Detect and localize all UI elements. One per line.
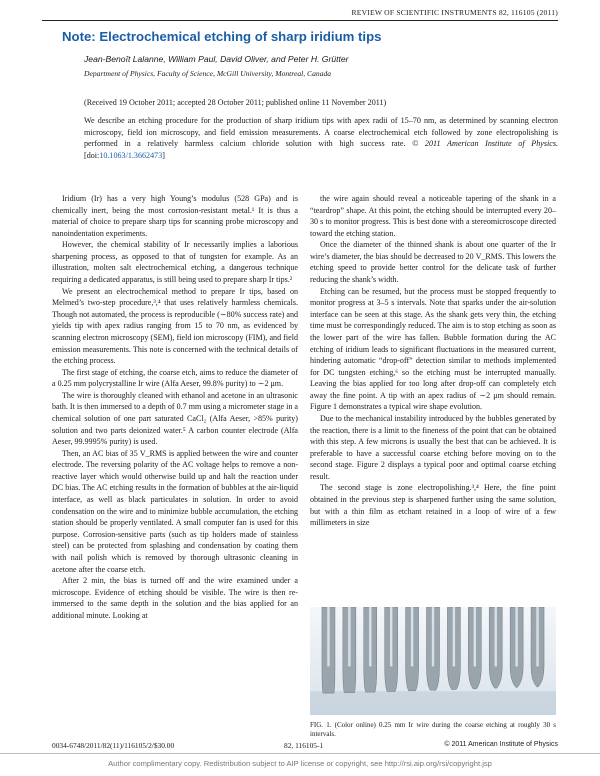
solution-surface [310,691,556,715]
doi-suffix: ] [162,150,165,160]
paragraph: The wire is thoroughly cleaned with ethanol and acetone in an ultrasonic bath. It is then immersed to a depth of 0.7 mm using a micrometer stage in a chemical solution of one part saturated CaCl₂ (Alfa Aeser, >85% purity) solution and two parts deionized water.⁵ A carbon counter electrode (Alfa Aeser, 99.9995% purity) is used. [52,390,298,447]
paragraph: Once the diameter of the thinned shank is about one quarter of the Ir wire’s diameter, the bias should be decreased to 20 V_RMS. This lowers the etching speed to provide better control for the delicate task of further reducing the shank’s width. [310,240,556,285]
wire-highlight [515,607,517,666]
wire-highlight [495,607,497,666]
abstract-copyright: © 2011 American Institute of Physics. [412,139,559,149]
footer-page-number: 82, 116105-1 [284,741,324,750]
wire-highlight [411,607,413,666]
footer-copyright: © 2011 American Institute of Physics [444,741,558,748]
header-rule [42,20,558,21]
wire-highlight [327,607,329,666]
abstract [84,115,558,161]
footer-issn: 0034-6748/2011/82(11)/116105/2/$30.00 [52,741,175,750]
paragraph: We present an electrochemical method to prepare Ir tips, based on Melmed’s two-step procedure,³,⁴ that uses relatively harmless chemicals. Though not automated, the process is reproducible (∼80% success rate) and yields tip with apex radius ranging from 15 to 70 nm, as evidenced by scanning electron microscopy (SEM), field ion microscopy (FIM), and field emission measurements. This note is concerned with the technical details of the etching process. [52,286,298,366]
wire-highlight [369,607,371,666]
wire-highlight [474,607,476,666]
paragraph: Then, an AC bias of 35 V_RMS is applied between the wire and counter electrode. The reversing polarity of the AC voltage helps to remove a non-reactive layer which would otherwise build up and halt the reaction under DC bias. The AC etching results in the formation of bubbles at the air-liquid interface, as well as black particulates in solution. In order to avoid condensation on the wire and to minimize bubble accumulation, the etching station should be properly ventilated. A small computer fan is used for this purpose. Corrosion-sensitive parts (such as tip holders made of stainless steel) can be protected from splashing and condensation by coating them with nail polish which is removed by thorough ultrasonic cleaning in acetone after the coarse etch. [52,448,298,574]
journal-header: REVIEW OF SCIENTIFIC INSTRUMENTS 82, 116105 (2011) [351,8,558,17]
wire-highlight [348,607,350,666]
right-column-text [310,193,556,601]
authors: Jean-Benoît Lalanne, William Paul, David Oliver, and Peter H. Grütter [84,54,349,64]
download-notice: Author complimentary copy. Redistribution subject to AIP license or copyright, see http://rsi.aip.org/rsi/copyright.jsp [108,759,492,768]
paragraph: After 2 min, the bias is turned off and the wire examined under a microscope. Evidence of etching should be visible. The wire is then re-immersed to the same depth in the solution and the bias applied for an additional minute. Looking at [52,576,298,620]
doi-prefix: [doi: [84,150,100,160]
wire-sequence-photo [310,607,556,715]
figure-1-caption: FIG. 1. (Color online) 0.25 mm Ir wire during the coarse etching at roughly 30 s intervals. [310,721,556,739]
article-title: Note: Electrochemical etching of sharp iridium tips [62,29,382,44]
wire-highlight [432,607,434,666]
right-column [310,193,556,740]
paragraph: Iridium (Ir) has a very high Young’s modulus (528 GPa) and is chemically inert, being the most corrosion-resistant metal.¹ It is thus a material of choice to prepare sharp tips for scanning probe microscopy and nanoindentation experiments. [52,194,298,238]
affiliation: Department of Physics, Faculty of Science, McGill University, Montreal, Canada [84,69,332,78]
paragraph: Due to the mechanical instability introduced by the bubbles generated by the reaction, there is a limit to the fineness of the point that can be obtained with this step. A few microns is usually the best that can be achieved. It is preferable to have a successful coarse etching before moving on to the second stage. Figure 2 displays a typical poor and optimal coarse etching result. [310,413,556,481]
paragraph: The first stage of etching, the coarse etch, aims to reduce the diameter of a 0.25 mm polycrystalline Ir wire (Alfa Aeser, 99.8% purity) to ∼2 μm. [52,367,298,389]
paragraph: the wire again should reveal a noticeable tapering of the shank in a “teardrop” shape. At this point, the etching should be interrupted every 20–30 s to monitor progress. This is best done with a stereomicroscope directed toward the etching station. [310,194,556,238]
wire-highlight [453,607,455,666]
paragraph: However, the chemical stability of Ir necessarily implies a laborious sharpening process, as opposed to that of tungsten for example. As an illustration, molten salt electrochemical etching, a dangerous technique requiring a dedicated apparatus, is still being used to prepare sharp Ir tips.² [52,240,298,285]
paragraph: The second stage is zone electropolishing.³,⁴ Here, the fine point obtained in the previous step is sharpened further using the same solution, but with a thin film as etchant retained in a loop of wire of a few millimeters in size [310,483,556,528]
abstract-text: We describe an etching procedure for the production of sharp iridium tips with apex radii of 15–70 nm, as determined by scanning electron microscopy, field ion microscopy, and field emission measurements. A coarse electrochemical etch followed by zone electropolishing is performed in a relatively harmless calcium chloride solution with high success rate. [84,116,558,149]
wire-highlight [536,607,538,666]
notice-rule [0,753,600,754]
publication-dates: (Received 19 October 2011; accepted 28 October 2011; published online 11 November 2011) [84,98,387,107]
left-column [52,193,298,741]
figure-1-image [310,607,556,715]
paragraph: Etching can be resumed, but the process must be stopped frequently to monitor progress at 3–5 s intervals. Note that sparks under the air-solution interface can be seen at this stage. As the shank gets very thin, the etching time must be correspondingly reduced. The aim is to stop etching as soon as the lower part of the wire has fallen. Bubble formation during the AC etching of iridium leads to significant fluctuations in the measured current, hindering automatic “drop-off” detection similar to methods implemented for DC tungsten etching,⁶ so the etching must be interrupted manually. Leaving the bias applied for too long after drop-off can completely etch away the fine point. A tip with an apex radius of ∼2 μm should remain. Figure 1 demonstrates a typical wire shape evolution. [310,286,556,412]
wire-highlight [390,607,392,666]
doi-link[interactable]: 10.1063/1.3662473 [99,150,163,160]
